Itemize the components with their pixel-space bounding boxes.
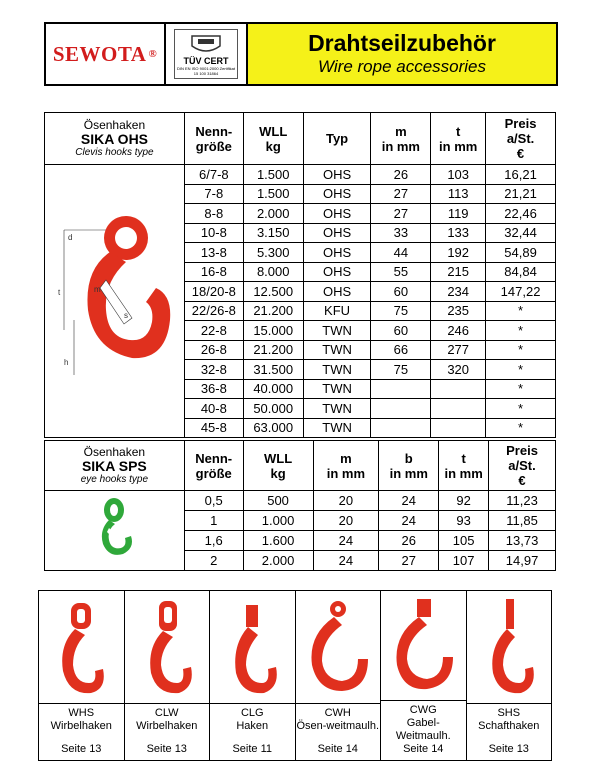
table-cell: 0,5 — [184, 491, 243, 511]
table-cell: TWN — [303, 321, 371, 341]
sps-name-cell — [45, 441, 185, 491]
product-cell — [296, 591, 382, 760]
ohs-hook-drawing — [54, 200, 174, 400]
table-cell — [431, 418, 486, 438]
table-cell: 21,21 — [486, 184, 556, 204]
table-cell: 24 — [313, 551, 379, 571]
product-page-ref: Seite 13 — [61, 743, 102, 755]
table-cell: 22/26-8 — [184, 301, 243, 321]
table-cell: 12.500 — [243, 282, 303, 302]
table-cell: 27 — [371, 204, 431, 224]
table-cell: TWN — [303, 379, 371, 399]
product-cell — [381, 591, 467, 760]
table-cell: 8-8 — [184, 204, 243, 224]
table-cell: 22-8 — [184, 321, 243, 341]
product-label: Haken — [236, 720, 269, 732]
sps-col-header: m in mm — [313, 441, 379, 491]
table-cell: 21.200 — [243, 340, 303, 360]
table-cell: * — [486, 399, 556, 419]
table-cell: 33 — [371, 223, 431, 243]
sps-name-sub: eye hooks type — [80, 473, 148, 485]
ohs-table — [44, 112, 556, 438]
product-cell — [467, 591, 552, 760]
table-cell: * — [486, 340, 556, 360]
table-cell: 1.500 — [243, 184, 303, 204]
table-cell: TWN — [303, 418, 371, 438]
product-label: Gabel-Weitmaulh. — [395, 717, 451, 742]
product-code: CLW — [154, 707, 179, 719]
product-code: CLG — [240, 707, 264, 719]
product-grid — [38, 590, 552, 761]
table-cell: 119 — [431, 204, 486, 224]
ohs-image-cell — [45, 165, 185, 438]
table-cell: 75 — [371, 301, 431, 321]
table-cell: 24 — [379, 511, 439, 531]
sps-col-header: b in mm — [379, 441, 439, 491]
table-cell: 26 — [371, 165, 431, 185]
product-cell — [210, 591, 296, 760]
table-cell: TWN — [303, 360, 371, 380]
cert-text: DIN EN ISO 9001:2000 Zertifikat 15 100 31864 — [176, 66, 236, 76]
table-cell: 24 — [379, 491, 439, 511]
table-cell: 11,85 — [489, 511, 556, 531]
table-cell: 103 — [431, 165, 486, 185]
table-cell: 40.000 — [243, 379, 303, 399]
tuv-cert-icon — [186, 32, 226, 56]
table-cell: 45-8 — [184, 418, 243, 438]
ohs-name-sub: Clevis hooks type — [75, 146, 154, 158]
ohs-name-cell — [45, 113, 185, 165]
table-cell: 246 — [431, 321, 486, 341]
table-cell: * — [486, 418, 556, 438]
product-page-ref: Seite 14 — [403, 743, 444, 755]
page-header — [44, 22, 558, 86]
table-cell: 36-8 — [184, 379, 243, 399]
sps-table — [44, 440, 556, 571]
table-cell — [371, 418, 431, 438]
table-cell: 44 — [371, 243, 431, 263]
table-row — [45, 491, 556, 511]
table-cell: 13,73 — [489, 531, 556, 551]
cert-name: TÜV CERT — [183, 56, 229, 66]
table-cell: 50.000 — [243, 399, 303, 419]
product-name — [467, 704, 552, 733]
certification-block — [166, 24, 248, 84]
table-cell: TWN — [303, 399, 371, 419]
ohs-col-header: t in mm — [431, 113, 486, 165]
sps-col-header: t in mm — [439, 441, 489, 491]
product-code: CWG — [409, 704, 437, 716]
product-image — [381, 591, 466, 701]
ohs-col-header: Nenn- größe — [184, 113, 243, 165]
table-cell: 5.300 — [243, 243, 303, 263]
table-cell: 26 — [379, 531, 439, 551]
table-cell: 320 — [431, 360, 486, 380]
table-cell: OHS — [303, 282, 371, 302]
table-cell: 2.000 — [243, 204, 303, 224]
table-cell: OHS — [303, 204, 371, 224]
svg-text:h: h — [64, 357, 69, 367]
table-row — [45, 165, 556, 185]
table-cell: TWN — [303, 340, 371, 360]
hook-icon — [469, 595, 549, 700]
table-cell: 24 — [313, 531, 379, 551]
table-cell: 107 — [439, 551, 489, 571]
product-page-ref: Seite 14 — [317, 743, 358, 755]
sps-hook-drawing — [79, 494, 149, 564]
table-cell: 11,23 — [489, 491, 556, 511]
hook-icon — [41, 595, 121, 700]
product-code: CWH — [324, 707, 351, 719]
table-cell: 93 — [439, 511, 489, 531]
table-cell: 13-8 — [184, 243, 243, 263]
table-cell: 3.150 — [243, 223, 303, 243]
table-cell: 15.000 — [243, 321, 303, 341]
svg-text:d: d — [68, 232, 73, 242]
table-cell: 40-8 — [184, 399, 243, 419]
table-cell: * — [486, 360, 556, 380]
table-cell: 54,89 — [486, 243, 556, 263]
table-cell: 16,21 — [486, 165, 556, 185]
table-cell: 105 — [439, 531, 489, 551]
table-cell: 500 — [243, 491, 313, 511]
table-cell: 26-8 — [184, 340, 243, 360]
brand-logo — [46, 24, 166, 84]
product-label: Wirbelhaken — [50, 720, 112, 732]
table-cell: 16-8 — [184, 262, 243, 282]
table-cell: 32-8 — [184, 360, 243, 380]
ohs-col-header: Typ — [303, 113, 371, 165]
product-label: Ösen-weitmaulh. — [296, 720, 380, 732]
table-cell: * — [486, 321, 556, 341]
table-cell: 2 — [184, 551, 243, 571]
table-cell: 55 — [371, 262, 431, 282]
table-cell: 1.000 — [243, 511, 313, 531]
table-cell: 66 — [371, 340, 431, 360]
table-cell: 14,97 — [489, 551, 556, 571]
table-cell: 31.500 — [243, 360, 303, 380]
table-cell: 234 — [431, 282, 486, 302]
product-name — [296, 704, 381, 733]
table-cell: 192 — [431, 243, 486, 263]
table-cell — [371, 379, 431, 399]
hook-icon — [383, 593, 463, 698]
table-cell — [431, 399, 486, 419]
ohs-name-bold: SIKA OHS — [80, 130, 149, 147]
product-label: Wirbelhaken — [136, 720, 198, 732]
table-cell: 235 — [431, 301, 486, 321]
table-cell: OHS — [303, 184, 371, 204]
product-code: WHS — [68, 707, 95, 719]
table-cell — [371, 399, 431, 419]
product-image — [467, 591, 552, 704]
table-cell: 20 — [313, 511, 379, 531]
product-name — [125, 704, 210, 733]
ohs-col-header: Preis a/St. € — [486, 113, 556, 165]
sps-name-bold: SIKA SPS — [81, 457, 147, 474]
product-image — [39, 591, 124, 704]
product-page-ref: Seite 13 — [146, 743, 187, 755]
table-cell: 133 — [431, 223, 486, 243]
table-cell: 63.000 — [243, 418, 303, 438]
table-cell: OHS — [303, 165, 371, 185]
table-cell: 20 — [313, 491, 379, 511]
table-cell: 92 — [439, 491, 489, 511]
product-label: Schafthaken — [478, 720, 540, 732]
sps-name-top: Ösenhaken — [83, 444, 146, 459]
product-image — [210, 591, 295, 704]
svg-text:s: s — [124, 310, 129, 320]
table-cell: 22,46 — [486, 204, 556, 224]
table-cell: 27 — [379, 551, 439, 571]
ohs-col-header: m in mm — [371, 113, 431, 165]
svg-text:t: t — [58, 287, 61, 297]
hook-icon — [298, 595, 378, 700]
svg-text:m: m — [94, 284, 102, 294]
table-cell: 7-8 — [184, 184, 243, 204]
product-name — [210, 704, 295, 733]
table-cell: KFU — [303, 301, 371, 321]
table-cell: 21.200 — [243, 301, 303, 321]
table-cell: OHS — [303, 223, 371, 243]
table-cell: 10-8 — [184, 223, 243, 243]
table-cell: 2.000 — [243, 551, 313, 571]
hook-icon — [127, 595, 207, 700]
table-cell: 147,22 — [486, 282, 556, 302]
table-cell: 6/7-8 — [184, 165, 243, 185]
table-cell: 277 — [431, 340, 486, 360]
product-page-ref: Seite 11 — [232, 743, 273, 755]
ohs-name-top: Ösenhaken — [83, 117, 146, 132]
tuv-cert-badge — [174, 29, 238, 79]
sps-col-header: Nenn- größe — [184, 441, 243, 491]
table-cell: 75 — [371, 360, 431, 380]
table-cell: 60 — [371, 321, 431, 341]
table-cell: 27 — [371, 184, 431, 204]
hook-icon — [212, 595, 292, 700]
table-cell: 1 — [184, 511, 243, 531]
table-cell: * — [486, 379, 556, 399]
table-cell: 1.600 — [243, 531, 313, 551]
table-cell: 215 — [431, 262, 486, 282]
table-cell: 32,44 — [486, 223, 556, 243]
page-subtitle: Wire rope accessories — [317, 57, 487, 76]
registered-mark: ® — [148, 48, 158, 60]
product-image — [296, 591, 381, 704]
table-cell: 18/20-8 — [184, 282, 243, 302]
table-cell — [431, 379, 486, 399]
table-cell: 60 — [371, 282, 431, 302]
product-cell — [125, 591, 211, 760]
sps-image-cell — [45, 491, 185, 571]
product-cell — [39, 591, 125, 760]
table-cell: 84,84 — [486, 262, 556, 282]
table-cell: 8.000 — [243, 262, 303, 282]
sps-col-header: WLL kg — [243, 441, 313, 491]
product-name — [381, 701, 466, 743]
table-cell: OHS — [303, 262, 371, 282]
table-cell: * — [486, 301, 556, 321]
title-box — [248, 24, 556, 84]
table-cell: 1.500 — [243, 165, 303, 185]
product-image — [125, 591, 210, 704]
ohs-col-header: WLL kg — [243, 113, 303, 165]
table-cell: 1,6 — [184, 531, 243, 551]
product-page-ref: Seite 13 — [488, 743, 529, 755]
table-cell: OHS — [303, 243, 371, 263]
sps-col-header: Preis a/St. € — [489, 441, 556, 491]
product-name — [39, 704, 124, 733]
brand-name: SEWOTA — [52, 41, 147, 66]
product-code: SHS — [497, 707, 521, 719]
page-title: Drahtseilzubehör — [308, 30, 496, 56]
table-cell: 113 — [431, 184, 486, 204]
